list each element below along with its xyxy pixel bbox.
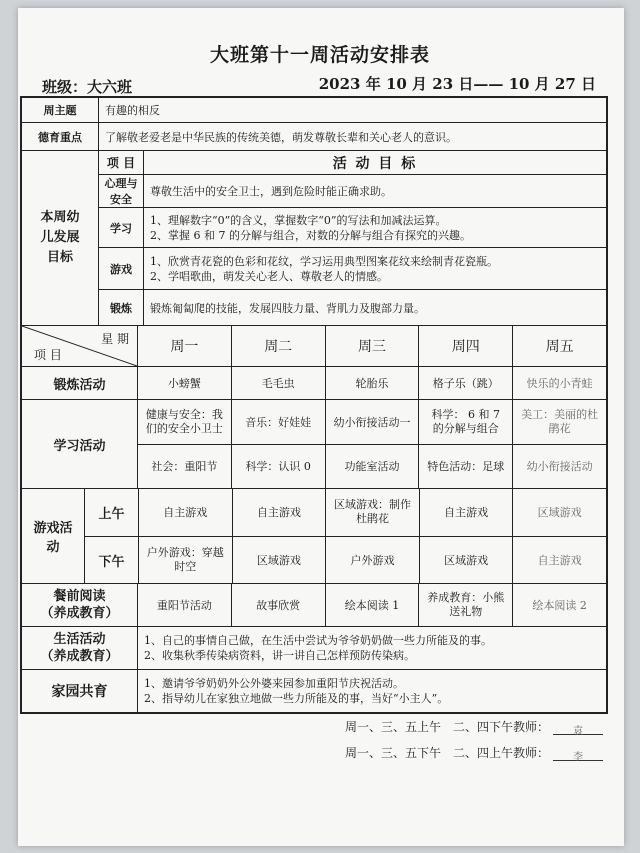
class-label: 班级：大六班: [42, 78, 133, 96]
play-pm-wed: 户外游戏: [325, 537, 419, 584]
life-row: [22, 626, 606, 669]
exercise-thu: 格子乐（跳）: [418, 367, 512, 399]
exercise-wed: 轮胎乐: [325, 367, 419, 399]
goal-item-0: 心理与安全: [104, 177, 138, 207]
study2-tue: 科学：认识 0: [231, 445, 325, 489]
schedule-table: [20, 96, 608, 714]
study1-mon: 健康与安全：我们的安全小卫士: [145, 407, 223, 435]
teacher-line-2-text: 周一、三、五下午 二、四上午教师：: [345, 746, 550, 760]
week-theme-label: 周主题: [43, 104, 77, 117]
goal-item-3: 锻炼: [110, 301, 132, 315]
goals-block: [22, 150, 606, 325]
exercise-fri: 快乐的小青蛙: [512, 367, 606, 399]
exercise-tue: 毛毛虫: [231, 367, 325, 399]
goal-item-2: 游戏: [110, 262, 132, 276]
play-block: [22, 488, 606, 583]
play-am-mon: 自主游戏: [163, 506, 208, 520]
goals-item-header: 项 目: [106, 156, 136, 171]
day-mon: 周一: [137, 326, 231, 366]
reading-row: [22, 583, 606, 626]
reading-fri: 绘本阅读 2: [512, 584, 606, 626]
study2-wed: 功能室活动: [325, 445, 419, 489]
goal-text-1: 1、理解数字“0”的含义，掌握数字“0”的写法和加减法运算。 2、掌握 6 和 7 的分解与组合，对数的分解与组合有探究的兴趣。: [143, 208, 606, 247]
reading-thu: 养成教育：小熊送礼物: [418, 584, 512, 626]
day-fri: 周五: [512, 326, 606, 366]
play-am-tue: 自主游戏: [232, 489, 326, 536]
teacher-line-1: [345, 718, 603, 735]
goals-label: 本周幼儿发展目标: [40, 210, 80, 265]
life-text: 1、自己的事情自己做，在生活中尝试为爷爷奶奶做一些力所能及的事。 2、收集秋季传染病资料，讲一讲自己怎样预防传染病。: [137, 627, 606, 669]
home-text: 1、邀请爷爷奶奶外公外婆来园参加重阳节庆祝活动。 2、指导幼儿在家独立地做一些力所能及的事，当好“小主人”。: [137, 670, 606, 712]
study2-mon: 社会：重阳节: [151, 460, 218, 474]
play-am-thu: 自主游戏: [419, 489, 513, 536]
corner-weekday: 星 期: [101, 332, 129, 346]
home-label: 家园共育: [51, 684, 108, 700]
page-title: 大班第十一周活动安排表: [209, 44, 430, 66]
play-am-label: 上午: [98, 507, 125, 522]
play-pm-label: 下午: [85, 536, 138, 583]
goal-text-3: 锻炼匍匐爬的技能，发展四肢力量、背肌力及腹部力量。: [143, 290, 606, 325]
play-pm-mon: 户外游戏：穿越时空: [146, 545, 224, 573]
day-header-row: [22, 325, 606, 366]
study-label: 学习活动: [53, 438, 106, 454]
life-label: 生活活动 （养成教育）: [40, 632, 119, 664]
play-pm-thu: 区域游戏: [419, 537, 513, 584]
moral-focus-label: 德育重点: [38, 130, 82, 144]
exercise-label: 锻炼活动: [53, 377, 106, 393]
exercise-mon: 小螃蟹: [137, 367, 231, 399]
corner-item: 项 目: [34, 348, 62, 362]
teacher-line-2: [345, 744, 603, 761]
study1-tue: 音乐：好娃娃: [231, 400, 325, 444]
study1-fri: 美工：美丽的杜鹃花: [512, 400, 606, 444]
teacher-line-1-text: 周一、三、五上午 二、四下午教师：: [345, 720, 550, 734]
goal-text-2: 1、欣赏青花瓷的色彩和花纹，学习运用典型图案花纹来绘制青花瓷瓶。 2、学唱歌曲，萌发关心老人、尊敬老人的情感。: [143, 248, 606, 289]
study2-thu: 特色活动：足球: [418, 445, 512, 489]
reading-mon: 重阳节活动: [137, 584, 231, 626]
moral-focus-row: [22, 122, 606, 150]
play-pm-fri: 自主游戏: [512, 537, 606, 584]
study-block: [22, 399, 606, 488]
exercise-row: [22, 366, 606, 399]
moral-focus-value: 了解敬老爱老是中华民族的传统美德，萌发尊敬长辈和关心老人的意识。: [98, 123, 606, 150]
teacher-signature-2: 李: [553, 748, 603, 761]
reading-label: 餐前阅读 （养成教育）: [40, 589, 119, 621]
home-row: [22, 669, 606, 712]
play-am-fri: 区域游戏: [512, 489, 606, 536]
goals-goal-header: 活 动 目 标: [143, 151, 606, 174]
play-label: 游戏活动: [33, 521, 73, 555]
day-wed: 周三: [325, 326, 419, 366]
goal-item-1: 学习: [110, 221, 132, 235]
reading-tue: 故事欣赏: [231, 584, 325, 626]
day-thu: 周四: [418, 326, 512, 366]
teacher-signature-1: 袁: [553, 722, 603, 735]
week-theme-value: 有趣的相反: [98, 98, 606, 122]
play-am-wed: 区域游戏：制作杜鹃花: [325, 489, 419, 536]
reading-wed: 绘本阅读 1: [325, 584, 419, 626]
goal-text-0: 尊敬生活中的安全卫士，遇到危险时能正确求助。: [143, 175, 606, 207]
date-range: 2023 年 10 月 23 日—— 10 月 27 日: [318, 75, 596, 93]
corner-cell: [22, 326, 137, 366]
study1-wed: 幼小衔接活动一: [325, 400, 419, 444]
week-theme-row: [22, 98, 606, 122]
study1-thu: 科学： 6 和 7 的分解与组合: [418, 400, 512, 444]
day-tue: 周二: [231, 326, 325, 366]
study2-fri: 幼小衔接活动: [512, 445, 606, 489]
play-pm-tue: 区域游戏: [232, 537, 326, 584]
